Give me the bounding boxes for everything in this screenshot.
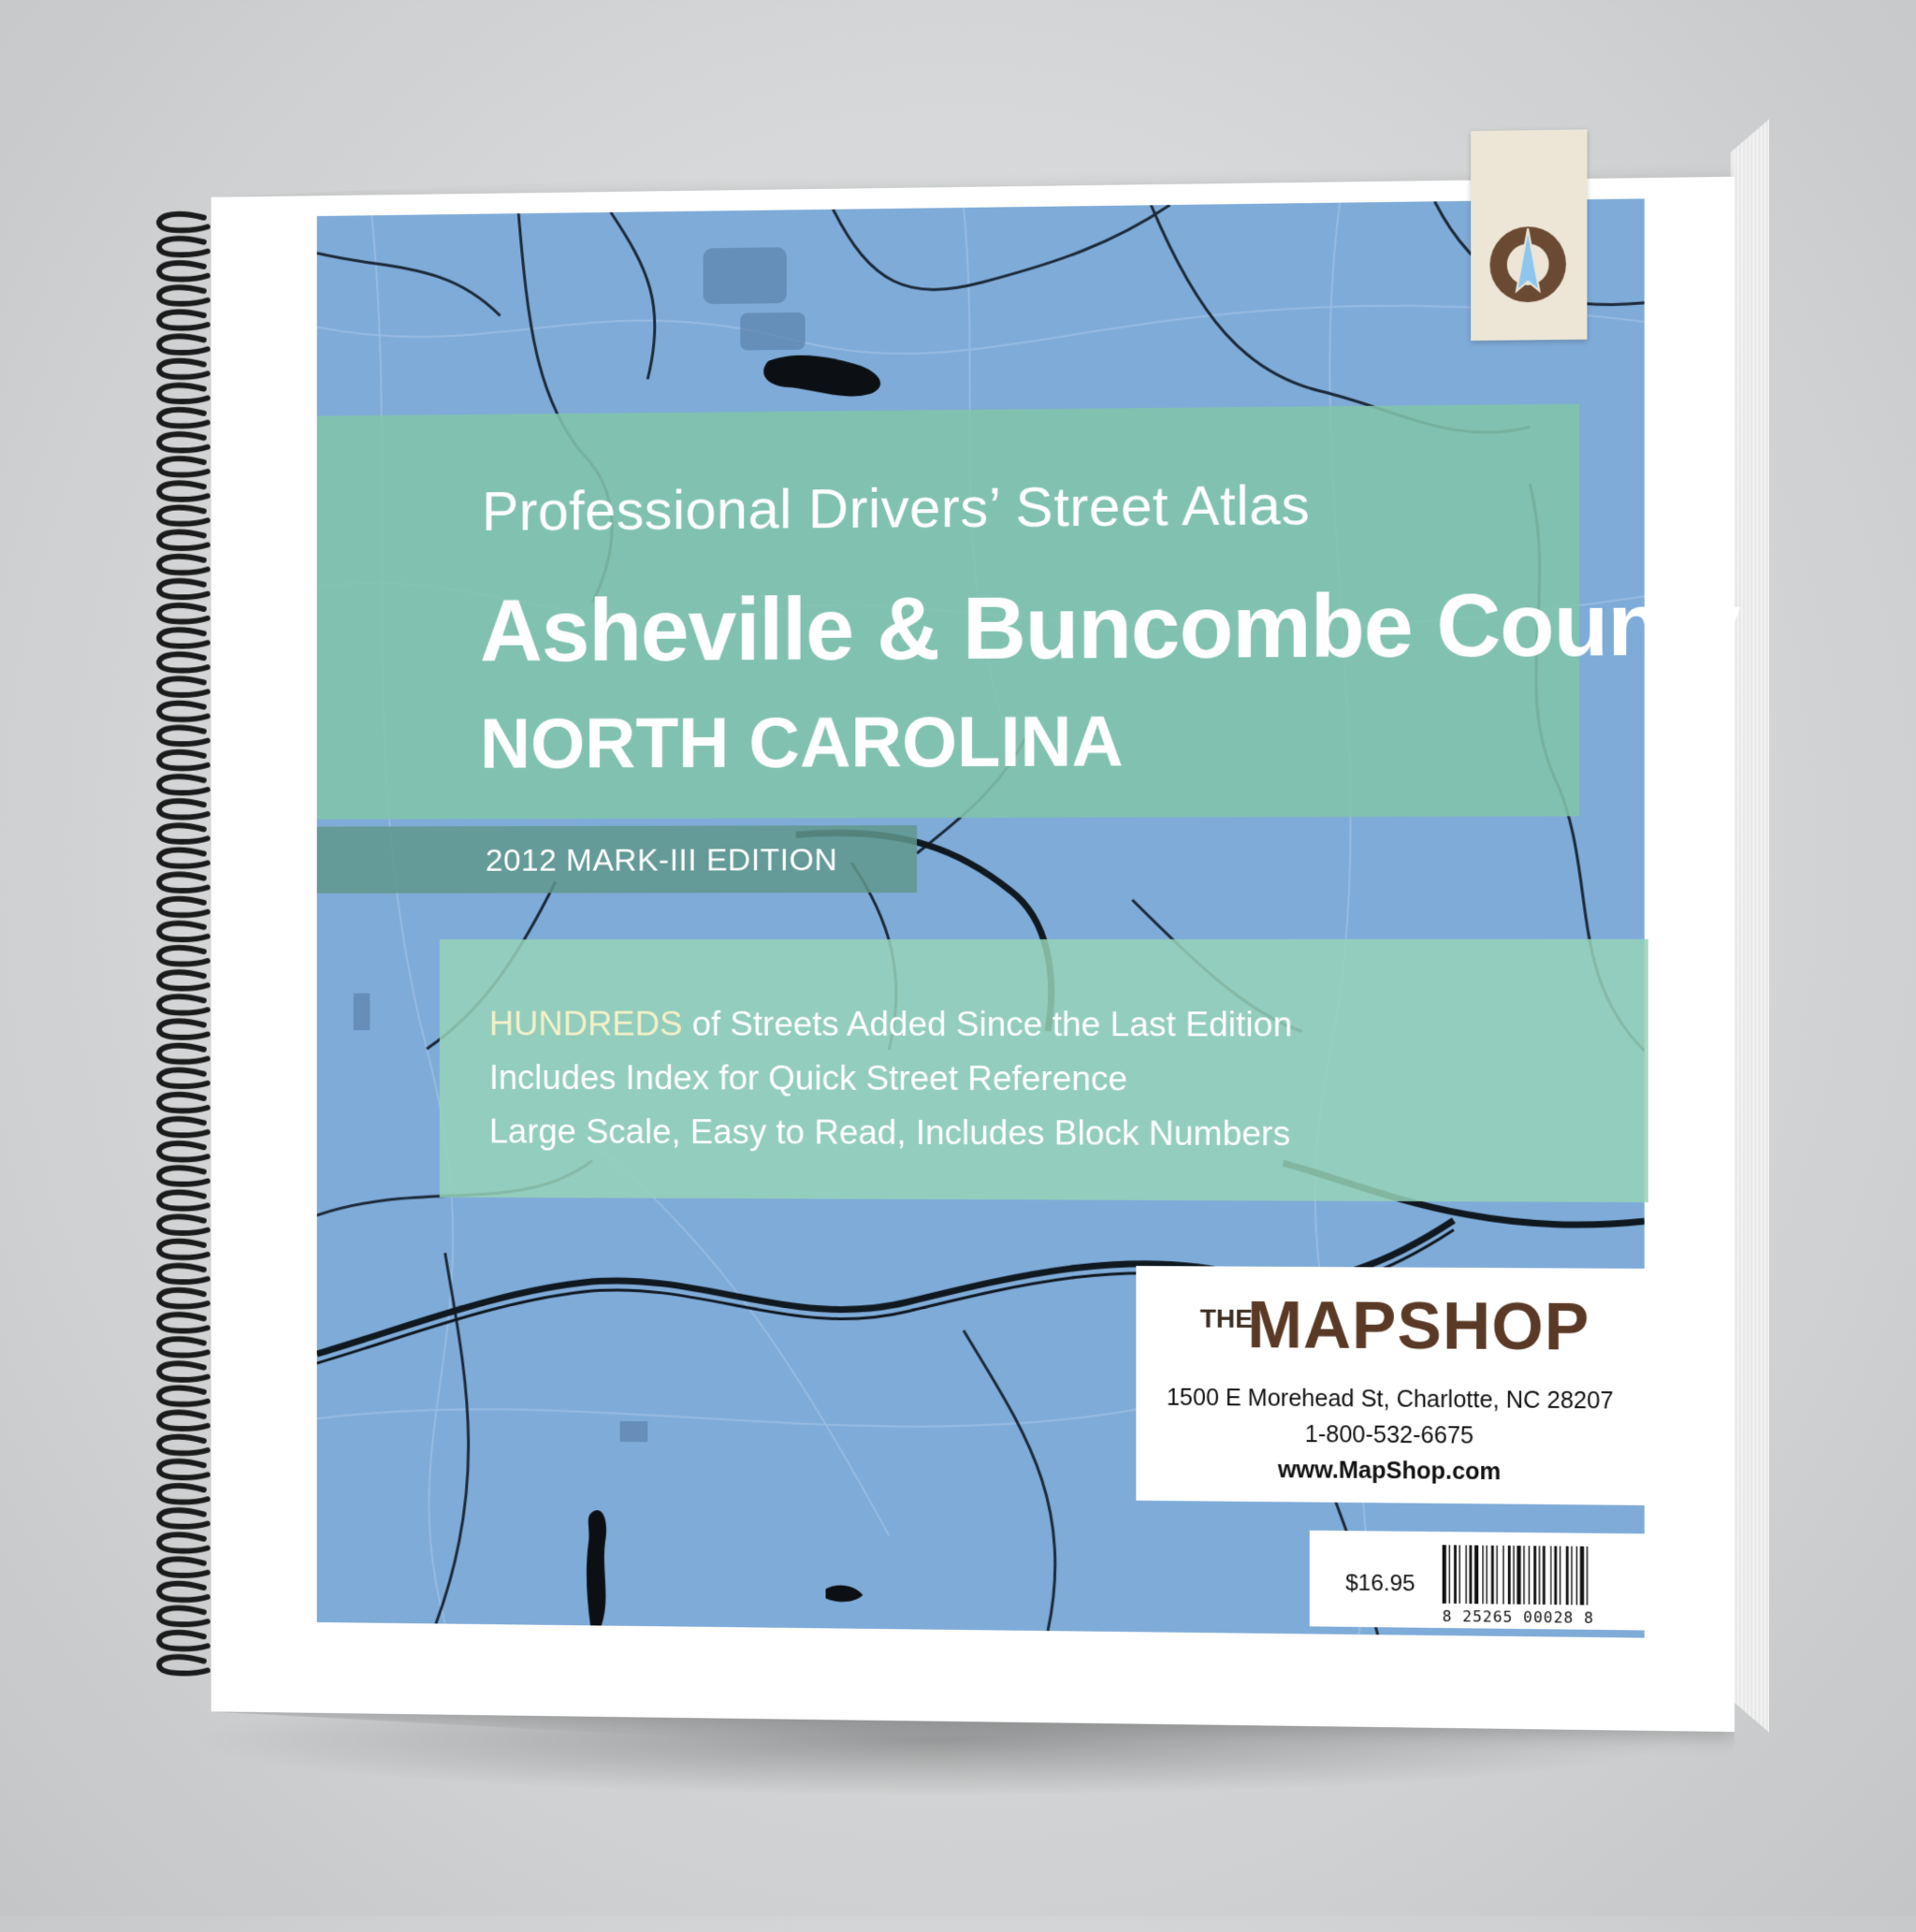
publisher-prefix: THE — [1199, 1303, 1254, 1334]
feature-item: Includes Index for Quick Street Reference — [488, 1058, 1128, 1098]
price-label: $16.95 — [1345, 1570, 1415, 1597]
publisher-website: www.MapShop.com — [1277, 1456, 1502, 1486]
feature-list — [489, 997, 1292, 1162]
edition-label: 2012 MARK-III EDITION — [485, 842, 838, 879]
atlas-subtitle: Professional Drivers’ Street Atlas — [481, 472, 1311, 543]
publisher-logo: MAPSHOP — [1247, 1287, 1590, 1364]
compass-icon — [1471, 129, 1587, 341]
publisher-address: 1500 E Morehead St, Charlotte, NC 28207 — [1166, 1384, 1614, 1415]
barcode-digits: 8 25265 00028 8 — [1442, 1606, 1595, 1627]
feature-text: of Streets Added Since the Last Edition — [682, 1004, 1293, 1044]
publisher-panel — [1136, 1266, 1644, 1505]
feature-item: Large Scale, Easy to Read, Includes Block Numbers — [488, 1111, 1291, 1154]
state-name: NORTH CAROLINA — [480, 702, 1124, 784]
feature-highlight: HUNDREDS — [488, 1004, 683, 1043]
page-edges — [1731, 119, 1769, 1732]
barcode — [1439, 1545, 1630, 1607]
price-barcode-panel — [1310, 1531, 1645, 1631]
publisher-phone: 1-800-532-6675 — [1304, 1420, 1474, 1449]
feature-item — [489, 997, 1292, 1053]
bookmark-tab — [1471, 129, 1587, 341]
atlas-title: Asheville & Buncombe County — [480, 574, 1740, 680]
atlas-book — [17, 0, 1916, 1932]
spiral-binding — [152, 209, 215, 1695]
